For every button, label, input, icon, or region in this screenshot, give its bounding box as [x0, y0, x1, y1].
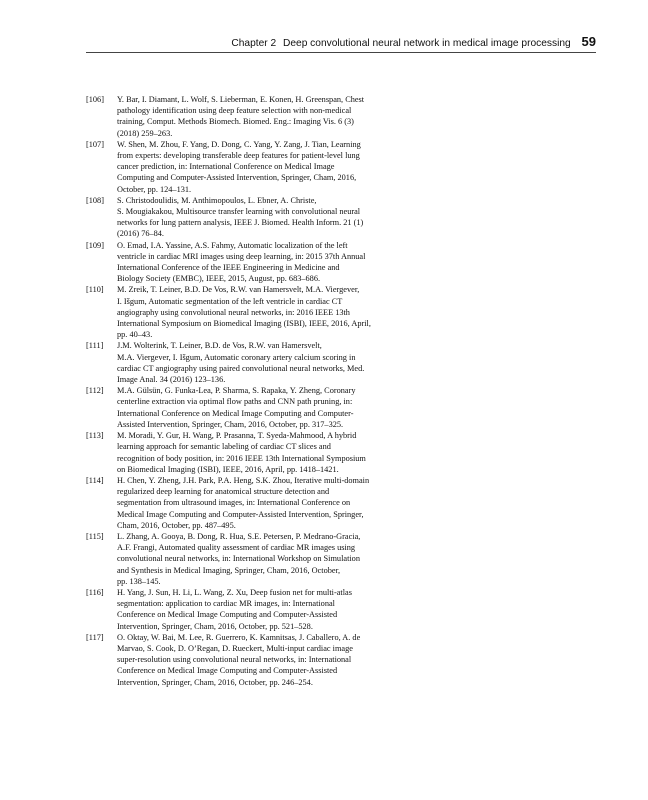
- reference-line: segmentation from ultrasound images, in: International Conference on: [117, 498, 351, 508]
- reference-number: [112]: [86, 386, 104, 396]
- reference-line: J.M. Wolterink, T. Leiner, B.D. de Vos, R.W. van Hamersvelt,: [117, 341, 322, 351]
- reference-item: [86, 587, 446, 632]
- reference-line: I. Išgum, Automatic segmentation of the left ventricle in cardiac CT: [117, 296, 343, 306]
- reference-line: Conference on Medical Image Computing and Computer-Assisted: [117, 610, 338, 620]
- reference-line: Image Anal. 34 (2016) 123–136.: [117, 375, 226, 385]
- reference-text: [117, 385, 446, 430]
- reference-text: [117, 475, 446, 531]
- reference-line: H. Yang, J. Sun, H. Li, L. Wang, Z. Xu, Deep fusion net for multi-atlas: [117, 587, 352, 597]
- reference-line: Intervention, Springer, Cham, 2016, October, pp. 521–528.: [117, 621, 313, 631]
- reference-line: ventricle in cardiac MRI images using deep learning, in: 2015 37th Annual: [117, 251, 366, 261]
- reference-number: [117]: [86, 632, 104, 642]
- reference-line: (2016) 76–84.: [117, 229, 165, 239]
- reference-line: Computing and Computer-Assisted Intervention, Springer, Cham, 2016,: [117, 173, 357, 183]
- reference-item: [86, 632, 446, 688]
- reference-line: pp. 40–43.: [117, 330, 153, 340]
- reference-number: [109]: [86, 240, 104, 250]
- reference-line: O. Oktay, W. Bai, M. Lee, R. Guerrero, K. Kamnitsas, J. Caballero, A. de: [117, 632, 361, 642]
- reference-number: [116]: [86, 587, 104, 597]
- reference-item: [86, 475, 446, 531]
- reference-number: [113]: [86, 431, 104, 441]
- reference-item: [86, 94, 446, 139]
- reference-line: Assisted Intervention, Springer, Cham, 2016, October, pp. 317–325.: [117, 419, 344, 429]
- reference-number: [110]: [86, 285, 104, 295]
- reference-line: October, pp. 124–131.: [117, 184, 192, 194]
- reference-text: [117, 430, 446, 475]
- reference-line: regularized deep learning for anatomical structure detection and: [117, 487, 330, 497]
- page-number: 59: [581, 34, 596, 49]
- reference-line: on Biomedical Imaging (ISBI), IEEE, 2016, April, pp. 1418–1421.: [117, 464, 339, 474]
- reference-text: [117, 531, 446, 587]
- reference-number: [106]: [86, 95, 104, 104]
- reference-line: Conference on Medical Image Computing and Computer-Assisted: [117, 666, 338, 676]
- reference-item: [86, 284, 446, 340]
- reference-line: M.A. Gülsün, G. Funka-Lea, P. Sharma, S. Rapaka, Y. Zheng, Coronary: [117, 386, 356, 396]
- reference-line: Intervention, Springer, Cham, 2016, October, pp. 246–254.: [117, 677, 313, 687]
- reference-item: [86, 240, 446, 285]
- reference-line: L. Zhang, A. Gooya, B. Dong, R. Hua, S.E. Petersen, P. Medrano-Gracia,: [117, 531, 361, 541]
- reference-line: S. Christodoulidis, M. Anthimopoulos, L. Ebner, A. Christe,: [117, 195, 317, 205]
- reference-line: and Synthesis in Medical Imaging, Springer, Cham, 2016, October,: [117, 565, 341, 575]
- reference-line: S. Mougiakakou, Multisource transfer learning with convolutional neural: [117, 207, 361, 217]
- reference-line: (2018) 259–263.: [117, 128, 173, 138]
- reference-line: super-resolution using convolutional neural networks, in: International: [117, 655, 352, 665]
- reference-line: Biology Society (EMBC), IEEE, 2015, August, pp. 683–686.: [117, 274, 321, 284]
- reference-line: O. Emad, I.A. Yassine, A.S. Fahmy, Automatic localization of the left: [117, 240, 348, 250]
- reference-line: M. Zreik, T. Leiner, B.D. De Vos, R.W. van Hamersvelt, M.A. Viergever,: [117, 285, 360, 295]
- reference-text: [117, 340, 446, 385]
- chapter-label: Chapter 2: [231, 38, 277, 49]
- reference-line: convolutional neural networks, in: International Workshop on Simulation: [117, 554, 360, 564]
- reference-item: [86, 430, 446, 475]
- reference-line: Y. Bar, I. Diamant, L. Wolf, S. Lieberman, E. Konen, H. Greenspan, Chest: [117, 95, 365, 104]
- reference-text: [117, 632, 446, 688]
- reference-line: pathology identification using deep feature selection with non-medical: [117, 106, 352, 116]
- reference-line: segmentation: application to cardiac MR images, in: International: [117, 599, 335, 609]
- header-divider: [86, 52, 596, 53]
- running-head: [86, 34, 596, 49]
- reference-item: [86, 195, 446, 240]
- reference-line: learning approach for semantic labeling of cardiac CT slices and: [117, 442, 331, 452]
- reference-line: Cham, 2016, October, pp. 487–495.: [117, 520, 236, 530]
- reference-text: [117, 195, 446, 240]
- reference-line: angiography using convolutional neural networks, in: 2016 IEEE 13th: [117, 307, 350, 317]
- reference-number: [111]: [86, 341, 104, 351]
- reference-line: A.F. Frangi, Automated quality assessment of cardiac MR images using: [117, 543, 356, 553]
- reference-item: [86, 385, 446, 430]
- reference-text: [117, 587, 446, 632]
- reference-item: [86, 139, 446, 195]
- reference-number: [115]: [86, 531, 104, 541]
- reference-number: [107]: [86, 139, 104, 149]
- reference-line: Medical Image Computing and Computer-Assisted Intervention, Springer,: [117, 509, 364, 519]
- reference-line: centerline extraction via optimal flow paths and CNN path pruning, in:: [117, 397, 353, 407]
- reference-line: M.A. Viergever, I. Išgum, Automatic coronary artery calcium scoring in: [117, 352, 356, 362]
- reference-line: cardiac CT angiography using paired convolutional neural networks, Med.: [117, 363, 365, 373]
- reference-line: cancer prediction, in: International Conference on Medical Image: [117, 162, 335, 172]
- reference-line: W. Shen, M. Zhou, F. Yang, D. Dong, C. Yang, Y. Zang, J. Tian, Learning: [117, 139, 361, 149]
- reference-line: M. Moradi, Y. Gur, H. Wang, P. Prasanna, T. Syeda-Mahmood, A hybrid: [117, 431, 357, 441]
- reference-text: [117, 284, 446, 340]
- reference-text: [117, 94, 446, 139]
- reference-line: recognition of body position, in: 2016 IEEE 13th International Symposium: [117, 453, 366, 463]
- reference-list: [86, 94, 446, 688]
- reference-number: [108]: [86, 195, 104, 205]
- reference-line: pp. 138–145.: [117, 576, 161, 586]
- reference-line: from experts: developing transferable deep features for patient-level lung: [117, 151, 360, 161]
- reference-line: H. Chen, Y. Zheng, J.H. Park, P.A. Heng, S.K. Zhou, Iterative multi-domain: [117, 475, 370, 485]
- reference-line: networks for lung pattern analysis, IEEE J. Biomed. Health Inform. 21 (1): [117, 218, 364, 228]
- reference-number: [114]: [86, 475, 104, 485]
- reference-line: Marvao, S. Cook, D. O’Regan, D. Rueckert, Multi-input cardiac image: [117, 643, 353, 653]
- reference-line: International Conference of the IEEE Engineering in Medicine and: [117, 263, 340, 273]
- reference-line: International Symposium on Biomedical Imaging (ISBI), IEEE, 2016, April,: [117, 319, 371, 329]
- chapter-title: Deep convolutional neural network in medical image processing: [283, 38, 571, 49]
- reference-item: [86, 340, 446, 385]
- reference-line: International Conference on Medical Image Computing and Computer-: [117, 408, 354, 418]
- reference-item: [86, 531, 446, 587]
- reference-text: [117, 139, 446, 195]
- reference-text: [117, 240, 446, 285]
- reference-line: training, Comput. Methods Biomech. Biomed. Eng.: Imaging Vis. 6 (3): [117, 117, 354, 127]
